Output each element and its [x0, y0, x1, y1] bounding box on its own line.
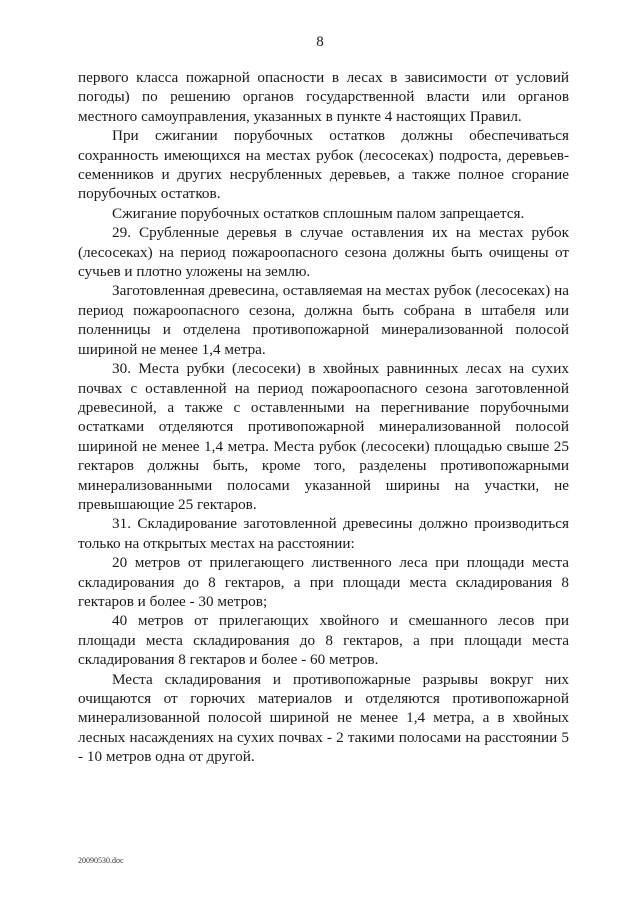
paragraph-6: 30. Места рубки (лесосеки) в хвойных равнинных лесах на сухих почвах с оставленной на период пожароопасного сезона заготовленной древесиной, а также с оставленными на перегнивание порубочными остатками отделяются противопожарной минерализованной полосой шириной не менее 1,4 метра. Места рубок (лесосеки) площадью свыше 25 гектаров должны быть, кроме того, разделены противопожарными минерализованными полосами указанной ширины на участки, не превышающие 25 гектаров. — [78, 360, 569, 513]
paragraph-8: 20 метров от прилегающего лиственного леса при площади места складирования до 8 гектаров, а при площади места складирования 8 гектаров и более - 30 метров; — [78, 554, 569, 610]
document-body — [78, 68, 569, 767]
page-number: 8 — [316, 34, 324, 50]
paragraph-5: Заготовленная древесина, оставляемая на местах рубок (лесосеках) на период пожароопасного сезона, должна быть собрана в штабеля или поленницы и отделена противопожарной минерализованной полосой шириной не менее 1,4 метра. — [78, 282, 569, 358]
paragraph-10: Места складирования и противопожарные разрывы вокруг них очищаются от горючих материалов и отделяются противопожарной минерализованной полосой шириной не менее 1,4 метра, а в хвойных лесных насаждениях на сухих почвах - 2 такими полосами на расстоянии 5 - 10 метров одна от другой. — [78, 670, 569, 766]
paragraph-3: Сжигание порубочных остатков сплошным палом запрещается. — [112, 204, 525, 222]
paragraph-7: 31. Складирование заготовленной древесины должно производиться только на открытых местах на расстоянии: — [78, 515, 569, 552]
paragraph-2: При сжигании порубочных остатков должны обеспечиваться сохранность имеющихся на местах рубок (лесосеках) подроста, деревьев-семенников и других несрубленных деревьев, а также полное сгорание порубочных остатков. — [78, 127, 569, 203]
footer-file-code: 20090530.doc — [78, 856, 124, 865]
paragraph-4: 29. Срубленные деревья в случае оставления их на местах рубок (лесосеках) на период пожароопасного сезона должны быть очищены от сучьев и плотно уложены на землю. — [78, 224, 569, 281]
paragraph-1: первого класса пожарной опасности в лесах в зависимости от условий погоды) по решению органов государственной власти или органов местного самоуправления, указанных в пункте 4 настоящих Правил. — [78, 69, 569, 125]
paragraph-9: 40 метров от прилегающих хвойного и смешанного лесов при площади места складирования до 8 гектаров, а при площади места складирования 8 гектаров и более - 60 метров. — [78, 612, 569, 669]
